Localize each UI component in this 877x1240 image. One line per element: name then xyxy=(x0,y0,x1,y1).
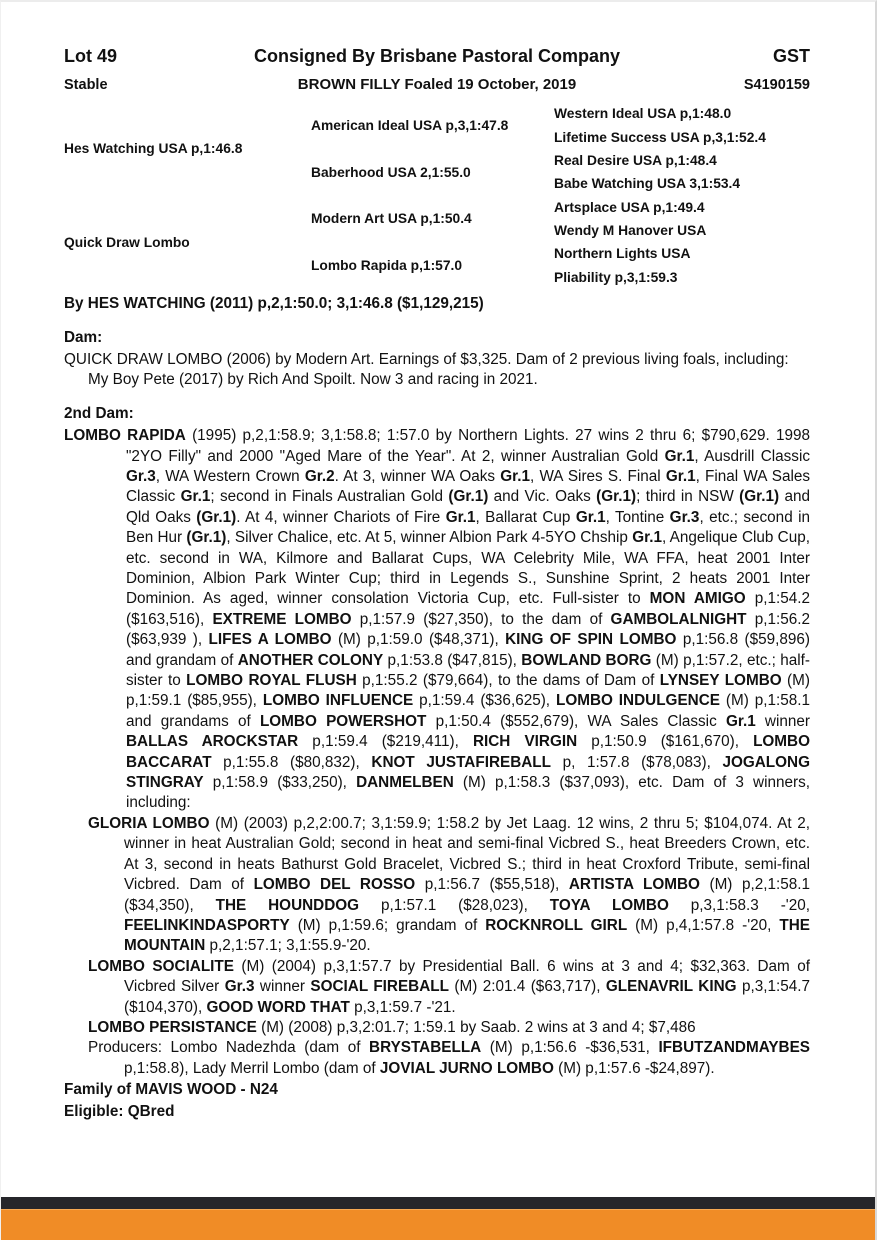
pedigree-gen3-entry: Northern Lights USA xyxy=(554,246,691,262)
eligible-line: Eligible: QBred xyxy=(64,1102,175,1120)
pedigree-page xyxy=(1,2,875,1240)
page-header xyxy=(64,46,810,96)
pedigree-sire: Hes Watching USA p,1:46.8 xyxy=(64,141,243,157)
header-row-2 xyxy=(64,76,810,96)
second-dam-heading: 2nd Dam: xyxy=(64,404,134,422)
pedigree-dam: Quick Draw Lombo xyxy=(64,234,190,250)
gloria-lombo-paragraph: GLORIA LOMBO (M) (2003) p,2,2:00.7; 3,1:59.9; 1:58.2 by Jet Laag. 12 wins, 2 thru 5; $104,074. At 2, winner in heat Australian Gold; second in heat and semi-final Vicbred S., heat Breeders Crown, etc. At 3, second in heats Bathurst Gold Bracelet, Vicbred S.; third in heat Croxford Tribute, semi-final Vicbred. Dam of LOMBO DEL ROSSO p,1:56.7 ($55,518), ARTISTA LOMBO (M) p,2,1:58.1 ($34,350), THE HOUNDDOG p,1:57.1 ($28,023), TOYA LOMBO p,3,1:58.3 -'20, FEELINKINDASPORTY (M) p,1:59.6; grandam of ROCKNROLL GIRL (M) p,4,1:57.8 -'20, THE MOUNTAIN p,2,1:57.1; 3,1:55.9-'20. xyxy=(88,814,810,955)
sire-summary-line: By HES WATCHING (2011) p,2,1:50.0; 3,1:46.8 ($1,129,215) xyxy=(64,295,484,313)
producers-paragraph: Producers: Lombo Nadezhda (dam of BRYSTABELLA (M) p,1:56.6 -$36,531, IFBUTZANDMAYBES p,1:58.8), Lady Merril Lombo (dam of JOVIAL JURNO LOMBO (M) p,1:57.6 -$24,897). xyxy=(88,1039,810,1077)
pedigree-gen3-entry: Babe Watching USA 3,1:53.4 xyxy=(554,176,741,192)
pedigree-sire-dam: Baberhood USA 2,1:55.0 xyxy=(311,164,471,180)
pedigree-gen3-entry: Real Desire USA p,1:48.4 xyxy=(554,152,717,168)
catalog-id: S4190159 xyxy=(743,77,810,93)
dam-foal-line: My Boy Pete (2017) by Rich And Spoilt. Now 3 and racing in 2021. xyxy=(88,371,538,389)
lot-number: Lot 49 xyxy=(64,46,118,66)
pedigree-gen3-entry: Western Ideal USA p,1:48.0 xyxy=(554,106,732,122)
pedigree-gen3-entry: Artsplace USA p,1:49.4 xyxy=(554,199,705,215)
foal-description: BROWN FILLY Foaled 19 October, 2019 xyxy=(297,76,577,93)
pedigree-table xyxy=(64,102,810,289)
gst-label: GST xyxy=(772,46,810,66)
pedigree-dam-sire: Modern Art USA p,1:50.4 xyxy=(311,211,472,227)
dam-paragraph: QUICK DRAW LOMBO (2006) by Modern Art. Earnings of $3,325. Dam of 2 previous living foals, including: xyxy=(64,350,789,368)
lombo-persistance-paragraph: LOMBO PERSISTANCE (M) (2008) p,3,2:01.7; 1:59.1 by Saab. 2 wins at 3 and 4; $7,486 xyxy=(88,1018,696,1036)
pedigree-gen3-entry: Lifetime Success USA p,3,1:52.4 xyxy=(554,129,766,145)
pedigree-dam-dam: Lombo Rapida p,1:57.0 xyxy=(311,258,463,274)
header-row-1 xyxy=(64,46,810,68)
family-line: Family of MAVIS WOOD - N24 xyxy=(64,1081,278,1099)
pedigree-sire-sire: American Ideal USA p,3,1:47.8 xyxy=(311,117,509,133)
footer-orange-bar xyxy=(1,1209,875,1240)
second-dam-paragraph: LOMBO RAPIDA (1995) p,2,1:58.9; 3,1:58.8; 1:57.0 by Northern Lights. 27 wins 2 thru 6; $790,629. 1998 "2YO Filly" and 2000 "Aged Mare of the Year". At 2, winner Australian Gold Gr.1, Ausdrill Classic Gr.3, WA Western Crown Gr.2. At 3, winner WA Oaks Gr.1, WA Sires S. Final Gr.1, Final WA Sales Classic Gr.1; second in Finals Australian Gold (Gr.1) and Vic. Oaks (Gr.1); third in NSW (Gr.1) and Qld Oaks (Gr.1). At 4, winner Chariots of Fire Gr.1, Ballarat Cup Gr.1, Tontine Gr.3, etc.; second in Ben Hur (Gr.1), Silver Chalice, etc. At 5, winner Albion Park 4-5YO Chship Gr.1, Angelique Club Cup, etc. second in WA, Kilmore and Ballarat Cups, WA Celebrity Mile, WA FFA, heat 2001 Inter Dominion, Albion Park Winter Cup; third in Legends S., Sunshine Sprint, 2 heats 2001 Inter Dominion. As aged, winner consolation Victoria Cup, etc. Full-sister to MON AMIGO p,1:54.2 ($163,516), EXTREME LOMBO p,1:57.9 ($27,350), to the dam of GAMBOLALNIGHT p,1:56.2 ($63,939 ), LIFES A LOMBO (M) p,1:59.0 ($48,371), KING OF SPIN LOMBO p,1:56.8 ($59,896) and grandam of ANOTHER COLONY p,1:53.8 ($47,815), BOWLAND BORG (M) p,1:57.2, etc.; half-sister to LOMBO ROYAL FLUSH p,1:55.2 ($79,664), to the dams of Dam of LYNSEY LOMBO (M) p,1:59.1 ($85,955), LOMBO INFLUENCE p,1:59.4 ($36,625), LOMBO INDULGENCE (M) p,1:58.1 and grandams of LOMBO POWERSHOT p,1:50.4 ($552,679), WA Sales Classic Gr.1 winner BALLAS AROCKSTAR p,1:59.4 ($219,411), RICH VIRGIN p,1:50.9 ($161,670), LOMBO BACCARAT p,1:55.8 ($80,832), KNOT JUSTAFIREBALL p, 1:57.8 ($78,083), JOGALONG STINGRAY p,1:58.9 ($33,250), DANMELBEN (M) p,1:58.3 ($37,093), etc. Dam of 3 winners, including: xyxy=(64,427,811,812)
lombo-socialite-paragraph: LOMBO SOCIALITE (M) (2004) p,3,1:57.7 by Presidential Ball. 6 wins at 3 and 4; $32,363. Dam of Vicbred Silver Gr.3 winner SOCIAL FIREBALL (M) 2:01.4 ($63,717), GLENAVRIL KING p,3,1:54.7 ($104,370), GOOD WORD THAT p,3,1:59.7 -'21. xyxy=(88,957,811,1016)
pedigree-gen3-entry: Pliability p,3,1:59.3 xyxy=(554,269,678,285)
consignor-title: Consigned By Brisbane Pastoral Company xyxy=(253,46,621,66)
stable-label: Stable xyxy=(64,77,108,93)
pedigree-gen3-entry: Wendy M Hanover USA xyxy=(554,223,707,239)
dam-heading: Dam: xyxy=(64,328,103,346)
